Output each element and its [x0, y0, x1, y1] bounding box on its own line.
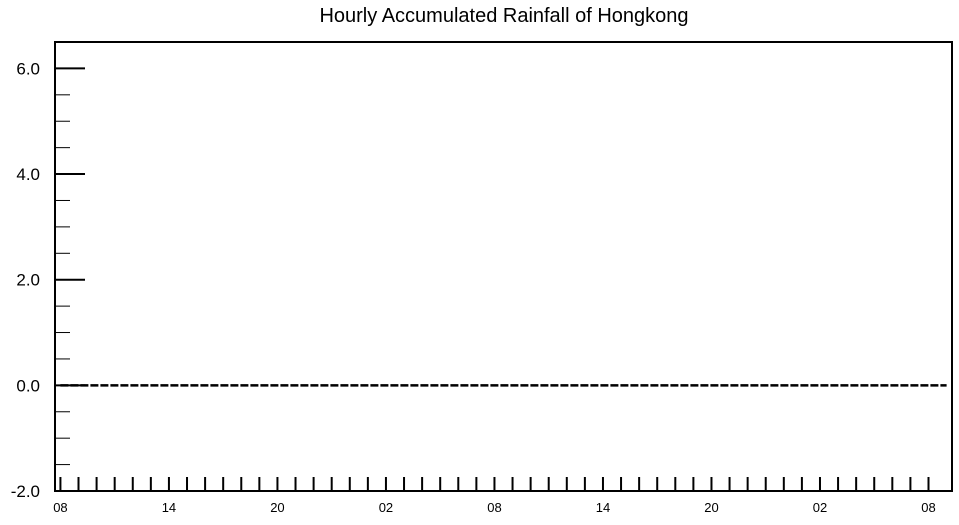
y-tick-label: 0.0 [16, 376, 40, 396]
y-tick-label: 6.0 [16, 59, 40, 79]
x-tick-label: 20 [270, 500, 285, 515]
x-tick-label: 08 [921, 500, 936, 515]
x-tick-label: 20 [704, 500, 719, 515]
plot-frame [55, 42, 952, 491]
y-axis [11, 42, 85, 501]
x-tick-label: 02 [812, 500, 828, 515]
x-tick-label: 02 [378, 500, 394, 515]
x-tick-label: 08 [487, 500, 502, 515]
x-tick-label: 14 [595, 500, 611, 515]
x-tick-label: 14 [161, 500, 177, 515]
y-tick-label: 2.0 [16, 270, 40, 290]
y-tick-label: -2.0 [10, 482, 40, 501]
x-axis [53, 477, 936, 515]
chart-title: Hourly Accumulated Rainfall of Hongkong [319, 5, 689, 27]
x-tick-label: 08 [53, 500, 68, 515]
y-tick-label: 4.0 [16, 165, 40, 185]
